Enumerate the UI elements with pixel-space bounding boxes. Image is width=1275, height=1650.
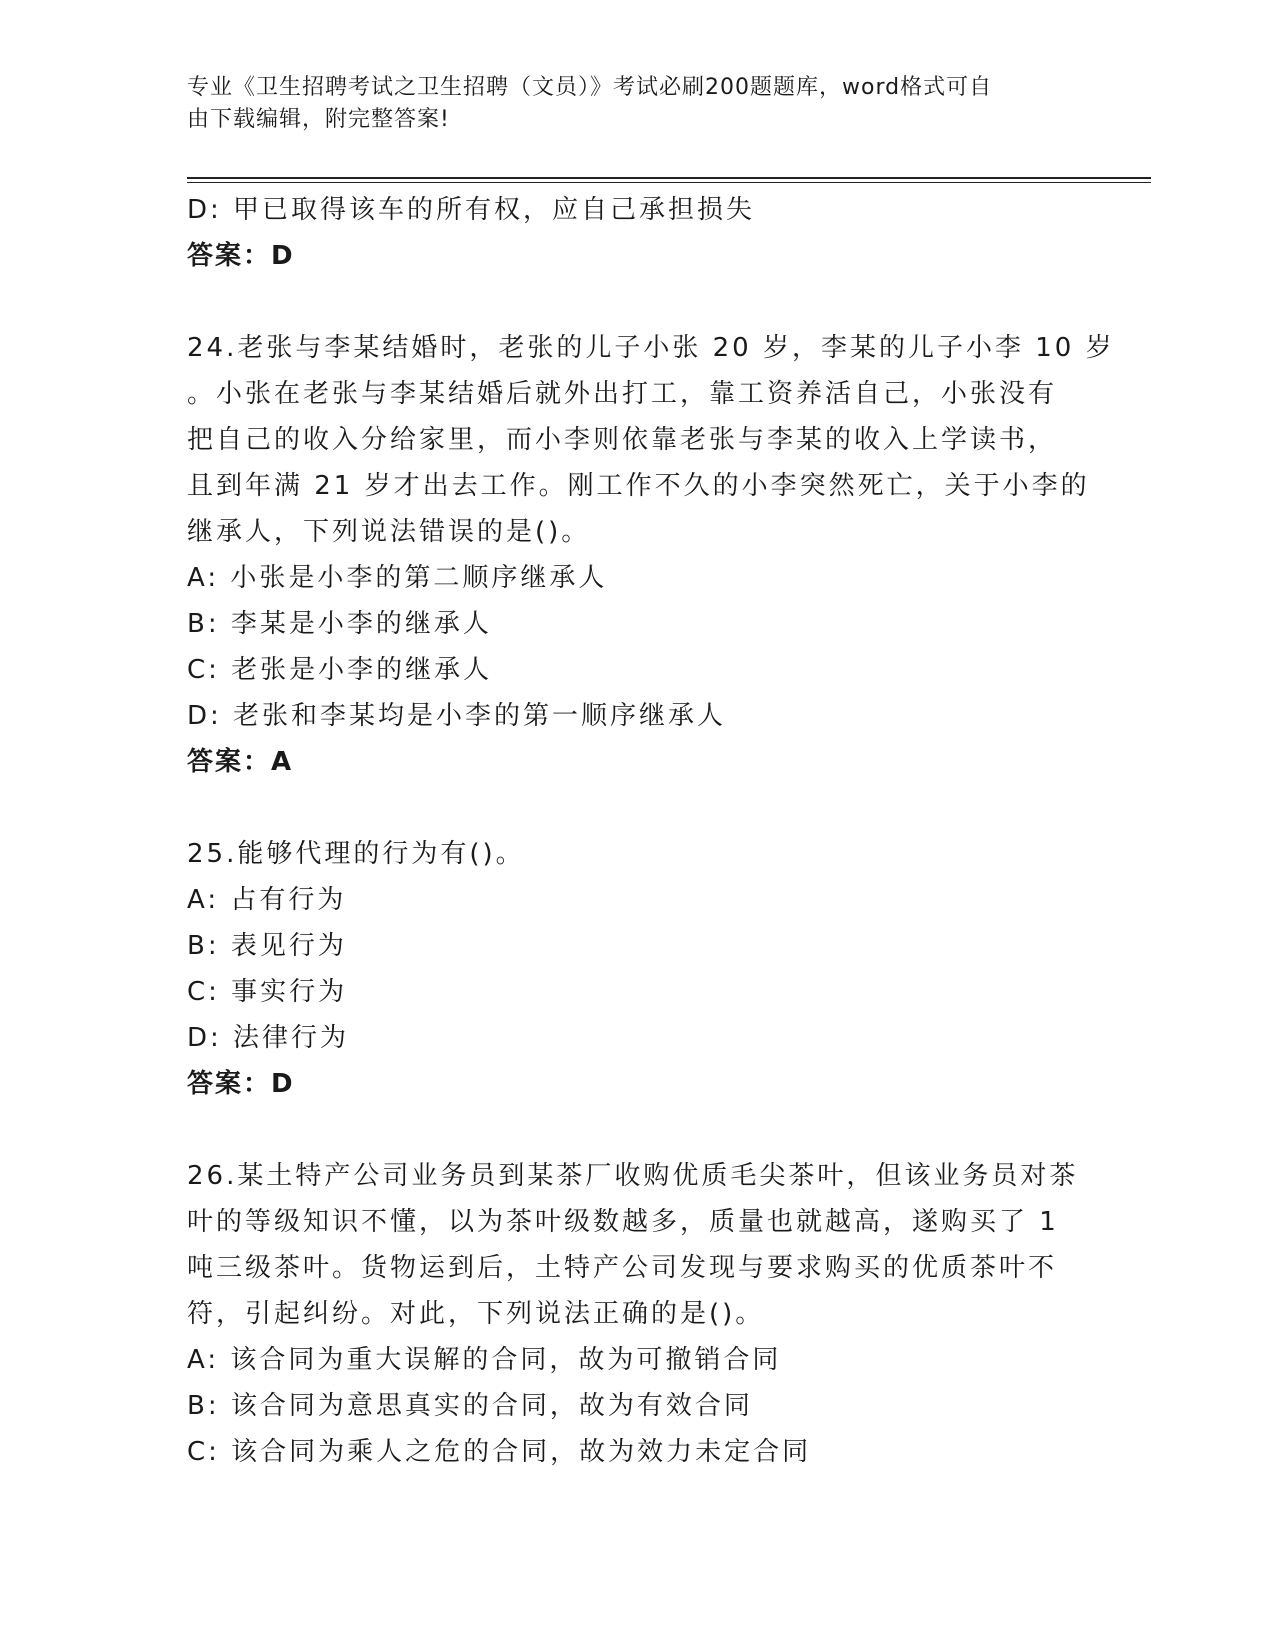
q24-stem-line: 24.老张与李某结婚时，老张的儿子小张 20 岁，李某的儿子小李 10 岁 (187, 333, 1115, 363)
page-header (187, 72, 1067, 136)
question-25 (187, 831, 1087, 1107)
q26-stem-line: 符，引起纠纷。对此，下列说法正确的是()。 (187, 1299, 765, 1329)
q25-stem: 25.能够代理的行为有()。 (187, 839, 525, 869)
spacer (187, 785, 1087, 831)
q26-stem-line: 吨三级茶叶。货物运到后，土特产公司发现与要求购买的优质茶叶不 (187, 1253, 1058, 1283)
q23-option-d: D: 甲已取得该车的所有权，应自己承担损失 (187, 195, 756, 225)
question-24 (187, 325, 1115, 785)
q26-option-b: B: 该合同为意思真实的合同，故为有效合同 (187, 1391, 753, 1421)
header-line-2: 由下载编辑，附完整答案! (187, 107, 450, 132)
spacer (187, 1107, 1087, 1153)
spacer (187, 279, 1087, 325)
question-content (187, 187, 1115, 1475)
header-line-1: 专业《卫生招聘考试之卫生招聘（文员）》考试必刷200题题库，word格式可自 (187, 75, 993, 100)
q26-option-c: C: 该合同为乘人之危的合同，故为效力未定合同 (187, 1437, 812, 1467)
question-26 (187, 1153, 1087, 1475)
q25-option-b: B: 表见行为 (187, 931, 347, 961)
q24-stem-line: 继承人，下列说法错误的是()。 (187, 517, 591, 547)
q24-stem-line: 把自己的收入分给家里，而小李则依靠老张与李某的收入上学读书， (187, 425, 1058, 455)
q25-option-d: D: 法律行为 (187, 1023, 350, 1053)
q24-stem-line: 且到年满 21 岁才出去工作。刚工作不久的小李突然死亡，关于小李的 (187, 471, 1090, 501)
q25-option-c: C: 事实行为 (187, 977, 348, 1007)
q26-stem-line: 26.某土特产公司业务员到某茶厂收购优质毛尖茶叶，但该业务员对茶 (187, 1161, 1079, 1191)
q25-option-a: A: 占有行为 (187, 885, 347, 915)
header-divider-thin (187, 182, 1151, 183)
q24-option-b: B: 李某是小李的继承人 (187, 609, 492, 639)
q24-option-d: D: 老张和李某均是小李的第一顺序继承人 (187, 701, 727, 731)
q26-stem-line: 叶的等级知识不懂，以为茶叶级数越多，质量也就越高，遂购买了 1 (187, 1207, 1059, 1237)
q24-answer: 答案：A (187, 747, 294, 777)
q24-option-c: C: 老张是小李的继承人 (187, 655, 493, 685)
q23-answer: 答案：D (187, 241, 295, 271)
q24-option-a: A: 小张是小李的第二顺序继承人 (187, 563, 608, 593)
q24-stem-line: 。小张在老张与李某结婚后就外出打工，靠工资养活自己，小张没有 (187, 379, 1058, 409)
q25-answer: 答案：D (187, 1069, 295, 1099)
header-divider-thick (187, 177, 1151, 179)
q26-option-a: A: 该合同为重大误解的合同，故为可撤销合同 (187, 1345, 782, 1375)
